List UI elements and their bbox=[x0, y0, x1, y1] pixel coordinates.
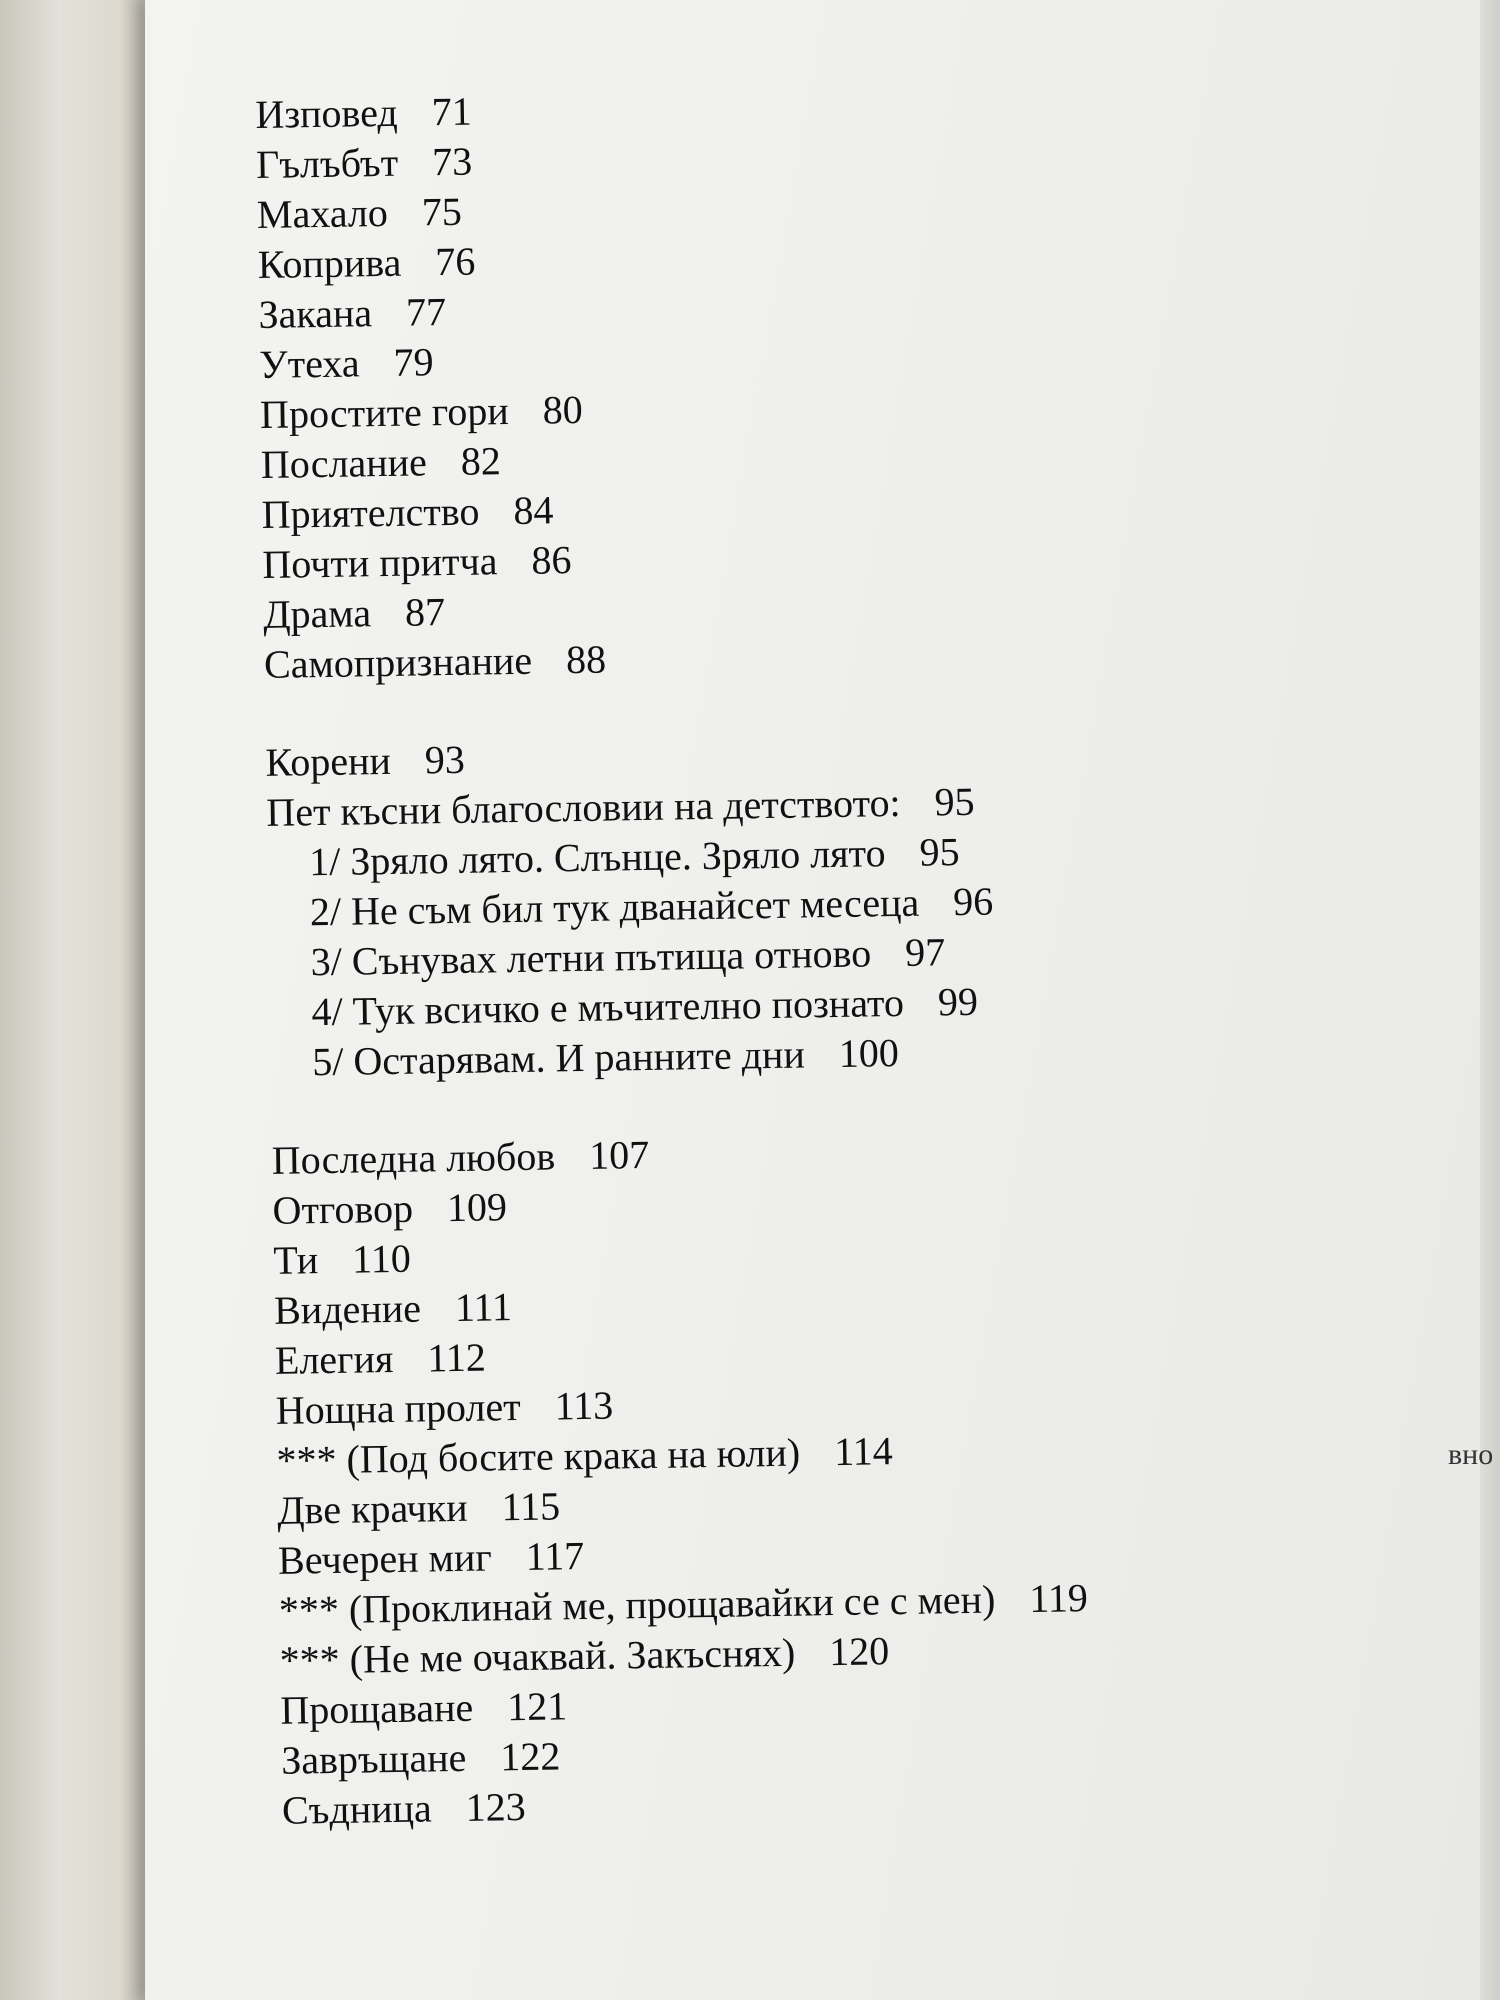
entry-page-number: 97 bbox=[904, 929, 946, 975]
entry-page-number: 86 bbox=[531, 537, 572, 583]
entry-page-number: 84 bbox=[513, 487, 554, 533]
page-edge bbox=[1480, 0, 1500, 2000]
entry-title: Вечерен миг bbox=[277, 1534, 493, 1583]
entry-title: Почти притча bbox=[262, 538, 498, 587]
entry-page-number: 114 bbox=[833, 1428, 893, 1475]
entry-page-number: 107 bbox=[588, 1131, 650, 1178]
entry-title: Пет късни благословии на детството: bbox=[265, 779, 901, 835]
entry-page-number: 95 bbox=[919, 829, 960, 875]
entry-page-number: 95 bbox=[934, 778, 975, 825]
table-of-contents bbox=[255, 71, 1462, 1835]
entry-page-number: 100 bbox=[838, 1030, 900, 1076]
entry-title: Завръщане bbox=[280, 1734, 467, 1783]
entry-title: Махало bbox=[256, 189, 389, 237]
entry-page-number: 111 bbox=[454, 1284, 513, 1331]
entry-page-number: 77 bbox=[405, 289, 447, 335]
entry-title: Закана bbox=[258, 290, 373, 337]
entry-page-number: 79 bbox=[393, 339, 434, 385]
entry-title: Самопризнание bbox=[263, 637, 533, 687]
entry-page-number: 99 bbox=[937, 978, 979, 1025]
entry-title: Драма bbox=[262, 590, 372, 637]
entry-title: Утеха bbox=[258, 340, 360, 387]
entry-page-number: 93 bbox=[424, 736, 466, 783]
entry-page-number: 80 bbox=[542, 386, 583, 433]
entry-title: Елегия bbox=[274, 1335, 394, 1383]
entry-title: Прощаване bbox=[280, 1684, 474, 1733]
entry-page-number: 123 bbox=[465, 1783, 527, 1830]
entry-page-number: 117 bbox=[525, 1533, 585, 1579]
entry-page-number: 96 bbox=[952, 878, 994, 925]
entry-title: Отговор bbox=[272, 1185, 414, 1233]
entry-title: *** (Не ме очаквай. Закъснях) bbox=[279, 1629, 796, 1683]
entry-page-number: 75 bbox=[421, 188, 463, 235]
entry-title: Видение bbox=[273, 1285, 422, 1333]
entry-page-number: 76 bbox=[434, 238, 476, 285]
entry-page-number: 112 bbox=[426, 1334, 487, 1381]
entry-title: 5/ Остарявам. И ранните дни bbox=[311, 1031, 806, 1085]
entry-page-number: 88 bbox=[565, 636, 607, 683]
entry-title: Коприва bbox=[257, 239, 402, 287]
entry-title: Нощна пролет bbox=[275, 1383, 521, 1433]
entry-page-number: 122 bbox=[499, 1733, 561, 1780]
entry-title: Простите гори bbox=[259, 388, 509, 437]
entry-title: 3/ Сънувах летни пътища отново bbox=[310, 930, 872, 985]
entry-title: Последна любов bbox=[271, 1133, 556, 1183]
entry-page-number: 73 bbox=[431, 138, 473, 185]
entry-page-number: 119 bbox=[1028, 1575, 1089, 1622]
entry-title: Гълъбът bbox=[255, 139, 399, 187]
entry-title: *** (Проклинай ме, прощавайки се с мен) bbox=[278, 1576, 996, 1633]
entry-page-number: 113 bbox=[554, 1382, 614, 1429]
entry-title: 4/ Тук всичко е мъчително познато bbox=[311, 979, 905, 1035]
entry-page-number: 71 bbox=[431, 88, 473, 135]
entry-title: Съдница bbox=[281, 1785, 433, 1833]
entry-page-number: 87 bbox=[404, 589, 446, 635]
entry-title: 2/ Не съм бил тук дванайсет месеца bbox=[309, 879, 920, 935]
entry-page-number: 121 bbox=[506, 1683, 568, 1730]
entry-title: Корени bbox=[265, 737, 392, 785]
entry-page-number: 120 bbox=[828, 1628, 890, 1675]
entry-title: Ти bbox=[273, 1237, 319, 1283]
entry-title: Изповед bbox=[255, 89, 399, 137]
entry-title: *** (Под босите крака на юли) bbox=[276, 1429, 801, 1483]
entry-title: Приятелство bbox=[261, 488, 480, 537]
entry-page-number: 110 bbox=[351, 1235, 412, 1282]
entry-page-number: 82 bbox=[460, 438, 502, 484]
entry-page-number: 109 bbox=[446, 1184, 508, 1231]
entry-title: Две крачки bbox=[276, 1484, 468, 1533]
entry-title: Послание bbox=[260, 439, 428, 487]
entry-page-number: 115 bbox=[501, 1483, 561, 1530]
edge-text-fragment: вно bbox=[1448, 1438, 1494, 1471]
entry-title: 1/ Зряло лято. Слънце. Зряло лято bbox=[308, 830, 886, 885]
